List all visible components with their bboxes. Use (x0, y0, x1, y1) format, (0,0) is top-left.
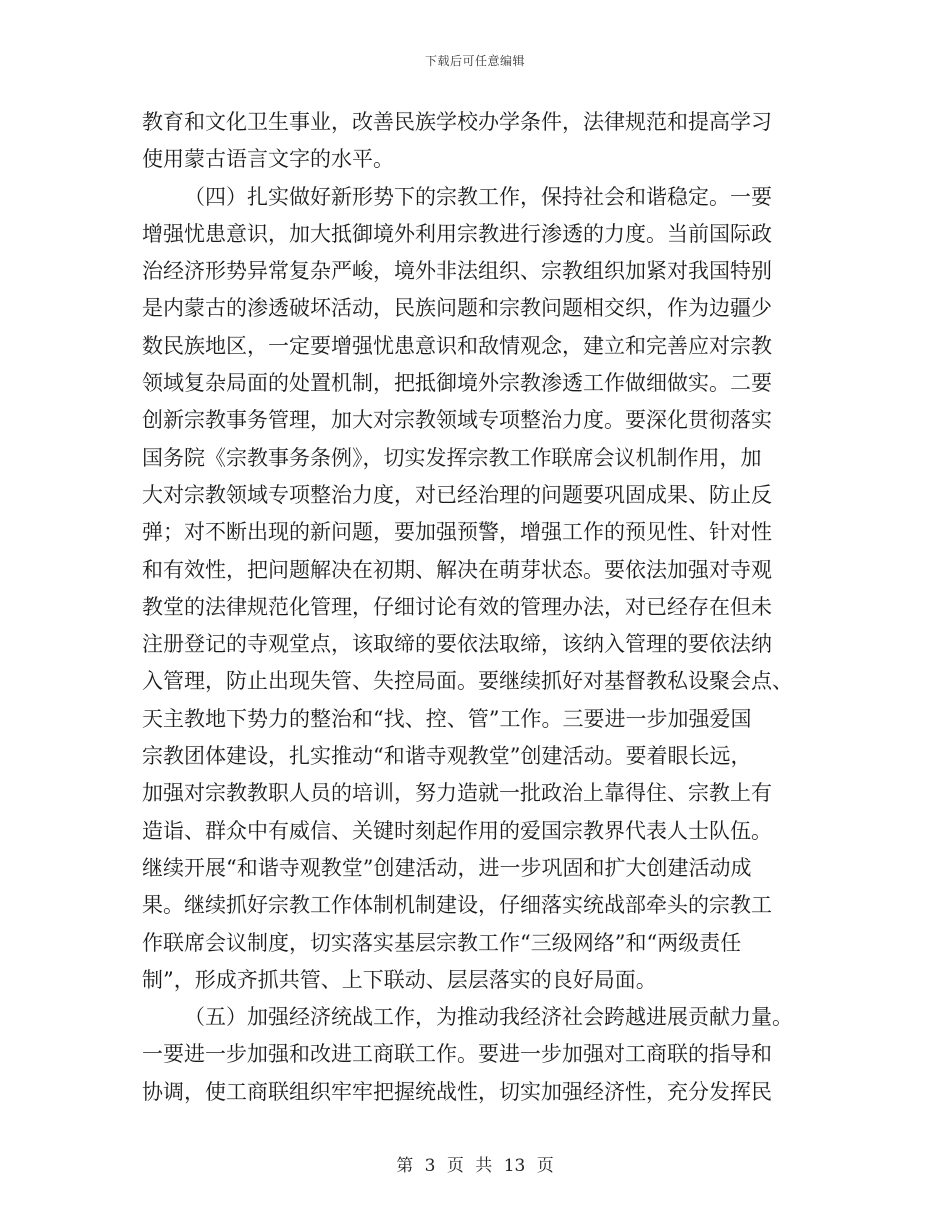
text-line: 果。继续抓好宗教工作体制机制建设，仔细落实统战部牵头的宗教工 (142, 893, 772, 918)
paragraph-start-line: （五）加强经济统战工作，为推动我经济社会跨越进展贡献力量。 (184, 1005, 793, 1030)
text-line: 作联席会议制度，切实落实基层宗教工作“三级网络”和“两级责任 (142, 930, 742, 955)
text-line: 天主教地下势力的整治和“找、控、管”工作。三要进一步加强爱国 (142, 706, 752, 731)
text-line: 领域复杂局面的处置机制，把抵御境外宗教渗透工作做细做实。二要 (142, 371, 772, 396)
paragraph-start-line: （四）扎实做好新形势下的宗教工作，保持社会和谐稳定。一要 (184, 184, 772, 209)
text-line: 继续开展“和谐寺观教堂”创建活动，进一步巩固和扩大创建活动成 (142, 855, 752, 880)
text-line: 协调，使工商联组织牢牢把握统战性，切实加强经济性，充分发挥民 (142, 1079, 772, 1104)
text-line: 一要进一步加强和改进工商联工作。要进一步加强对工商联的指导和 (142, 1042, 772, 1067)
text-line: 国务院《宗教事务条例》，切实发挥宗教工作联席会议机制作用，加 (142, 445, 762, 470)
text-line: 和有效性，把问题解决在初期、解决在萌芽状态。要依法加强对寺观 (142, 557, 772, 582)
document-body (142, 104, 812, 1111)
text-line: 加强对宗教教职人员的培训，努力造就一批政治上靠得住、宗教上有 (142, 781, 772, 806)
text-line: 制”，形成齐抓共管、上下联动、层层落实的良好局面。 (142, 967, 657, 992)
text-line: 是内蒙古的渗透破坏活动，民族问题和宗教问题相交织，作为边疆少 (142, 296, 772, 321)
text-line: 宗教团体建设，扎实推动“和谐寺观教堂”创建活动。要着眼长远， (142, 744, 752, 769)
page-header: 下载后可任意编辑 (424, 54, 525, 68)
text-line: 使用蒙古语言文字的水平。 (142, 147, 394, 172)
text-line: 入管理，防止出现失管、失控局面。要继续抓好对基督教私设聚会点、 (142, 669, 793, 694)
page-footer: 第 3 页 共 13 页 (396, 1156, 554, 1176)
text-line: 教堂的法律规范化管理，仔细讨论有效的管理办法，对已经存在但未 (142, 594, 772, 619)
text-line: 教育和文化卫生事业，改善民族学校办学条件，法律规范和提高学习 (142, 110, 772, 134)
text-line: 增强忧患意识，加大抵御境外利用宗教进行渗透的力度。当前国际政 (142, 221, 772, 246)
text-line: 创新宗教事务管理，加大对宗教领域专项整治力度。要深化贯彻落实 (142, 408, 772, 433)
text-line: 治经济形势异常复杂严峻，境外非法组织、宗教组织加紧对我国特别 (142, 259, 772, 284)
text-line: 大对宗教领域专项整治力度，对已经治理的问题要巩固成果、防止反 (142, 482, 772, 507)
text-line: 注册登记的寺观堂点，该取缔的要依法取缔，该纳入管理的要依法纳 (142, 632, 772, 657)
text-line: 造诣、群众中有威信、关键时刻起作用的爱国宗教界代表人士队伍。 (142, 818, 772, 843)
text-line: 弹；对不断出现的新问题，要加强预警，增强工作的预见性、针对性 (142, 520, 772, 545)
text-line: 数民族地区，一定要增强忧患意识和敌情观念，建立和完善应对宗教 (142, 333, 772, 358)
